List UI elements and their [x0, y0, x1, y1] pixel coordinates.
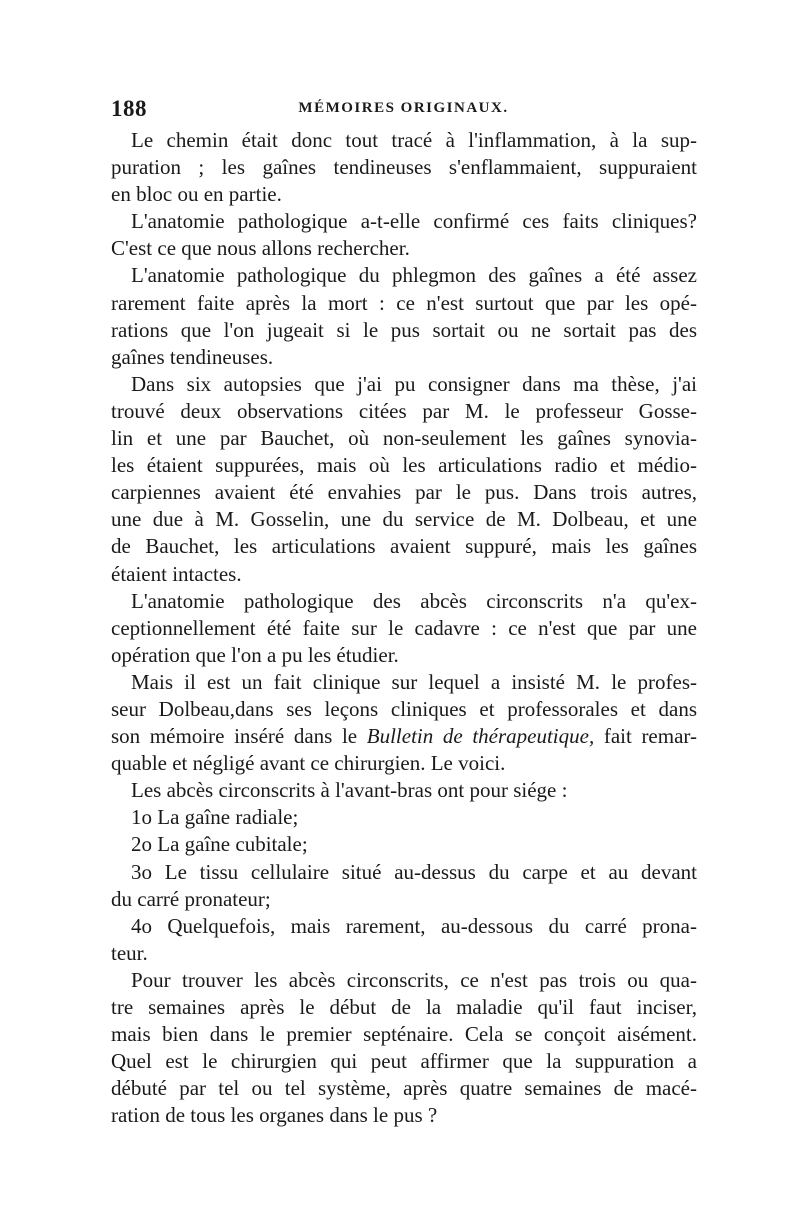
text-line: Mais il est un fait clinique sur lequel a insisté M. le profes-: [131, 669, 697, 694]
page-number: 188: [111, 96, 147, 121]
text-line: Dans six autopsies que j'ai pu consigner dans ma thèse, j'ai: [131, 371, 697, 396]
text-line: ceptionnellement été faite sur le cadavre : ce n'est que par une: [111, 615, 697, 640]
text-line: rarement faite après la mort : ce n'est surtout que par les opé-: [111, 290, 697, 315]
text-line: tre semaines après le début de la maladie qu'il faut inciser,: [111, 995, 697, 1019]
text-line: les étaient suppurées, mais où les articulations radio et médio-: [111, 453, 697, 478]
text-line: Quel est le chirurgien qui peut affirmer que la suppuration a: [111, 1049, 697, 1074]
text-line: opération que l'on a pu les étudier.: [111, 642, 399, 667]
text-line: Les abcès circonscrits à l'avant-bras ont pour siége :: [131, 778, 568, 803]
text-line: mais bien dans le premier septénaire. Cela se conçoit aisément.: [111, 1022, 697, 1047]
text-line: de Bauchet, les articulations avaient suppuré, mais les gaînes: [111, 534, 697, 559]
text-line: carpiennes avaient été envahies par le pus. Dans trois autres,: [111, 480, 697, 505]
text-line: lin et une par Bauchet, où non-seulement les gaînes synovia-: [111, 426, 697, 451]
page-header: [111, 96, 696, 126]
text-line: 1o La gaîne radiale;: [131, 805, 299, 830]
body-text: [111, 127, 697, 1129]
text-line-segment: fait remar-: [594, 724, 697, 749]
text-line: L'anatomie pathologique a-t-elle confirmé ces faits cliniques?: [131, 209, 697, 234]
text-line: teur.: [111, 940, 148, 965]
text-line: rations que l'on jugeait si le pus sortait ou ne sortait pas des: [111, 317, 697, 342]
text-line: Pour trouver les abcès circonscrits, ce n'est pas trois ou qua-: [131, 967, 697, 992]
text-line-segment: son mémoire inséré dans le: [111, 724, 367, 749]
text-line: L'anatomie pathologique du phlegmon des gaînes a été assez: [131, 263, 697, 288]
text-line: puration ; les gaînes tendineuses s'enflammaient, suppuraient: [111, 155, 697, 180]
text-line: du carré pronateur;: [111, 886, 271, 911]
text-line: 4o Quelquefois, mais rarement, au-dessous du carré prona-: [131, 913, 697, 938]
text-line: [111, 723, 697, 750]
italic-title: Bulletin de thérapeutique,: [366, 724, 595, 749]
text-line: une due à M. Gosselin, une du service de M. Dolbeau, et une: [111, 507, 697, 532]
text-line: en bloc ou en partie.: [111, 182, 282, 207]
text-line: quable et négligé avant ce chirurgien. Le voici.: [111, 751, 506, 776]
text-line: débuté par tel ou tel système, après quatre semaines de macé-: [111, 1076, 697, 1101]
text-line: étaient intactes.: [111, 561, 242, 586]
running-title: MÉMOIRES ORIGINAUX.: [298, 100, 509, 116]
text-line: C'est ce que nous allons rechercher.: [111, 236, 410, 261]
text-line: 2o La gaîne cubitale;: [131, 832, 308, 857]
text-line: ration de tous les organes dans le pus ?: [111, 1103, 438, 1128]
text-line: Le chemin était donc tout tracé à l'inflammation, à la sup-: [131, 128, 697, 152]
text-line: L'anatomie pathologique des abcès circonscrits n'a qu'ex-: [131, 588, 697, 613]
text-line: trouvé deux observations citées par M. le professeur Gosse-: [111, 398, 697, 423]
text-line: gaînes tendineuses.: [111, 344, 274, 369]
text-line: 3o Le tissu cellulaire situé au-dessus du carpe et au devant: [131, 859, 697, 884]
text-line: seur Dolbeau,dans ses leçons cliniques et professorales et dans: [111, 696, 697, 721]
